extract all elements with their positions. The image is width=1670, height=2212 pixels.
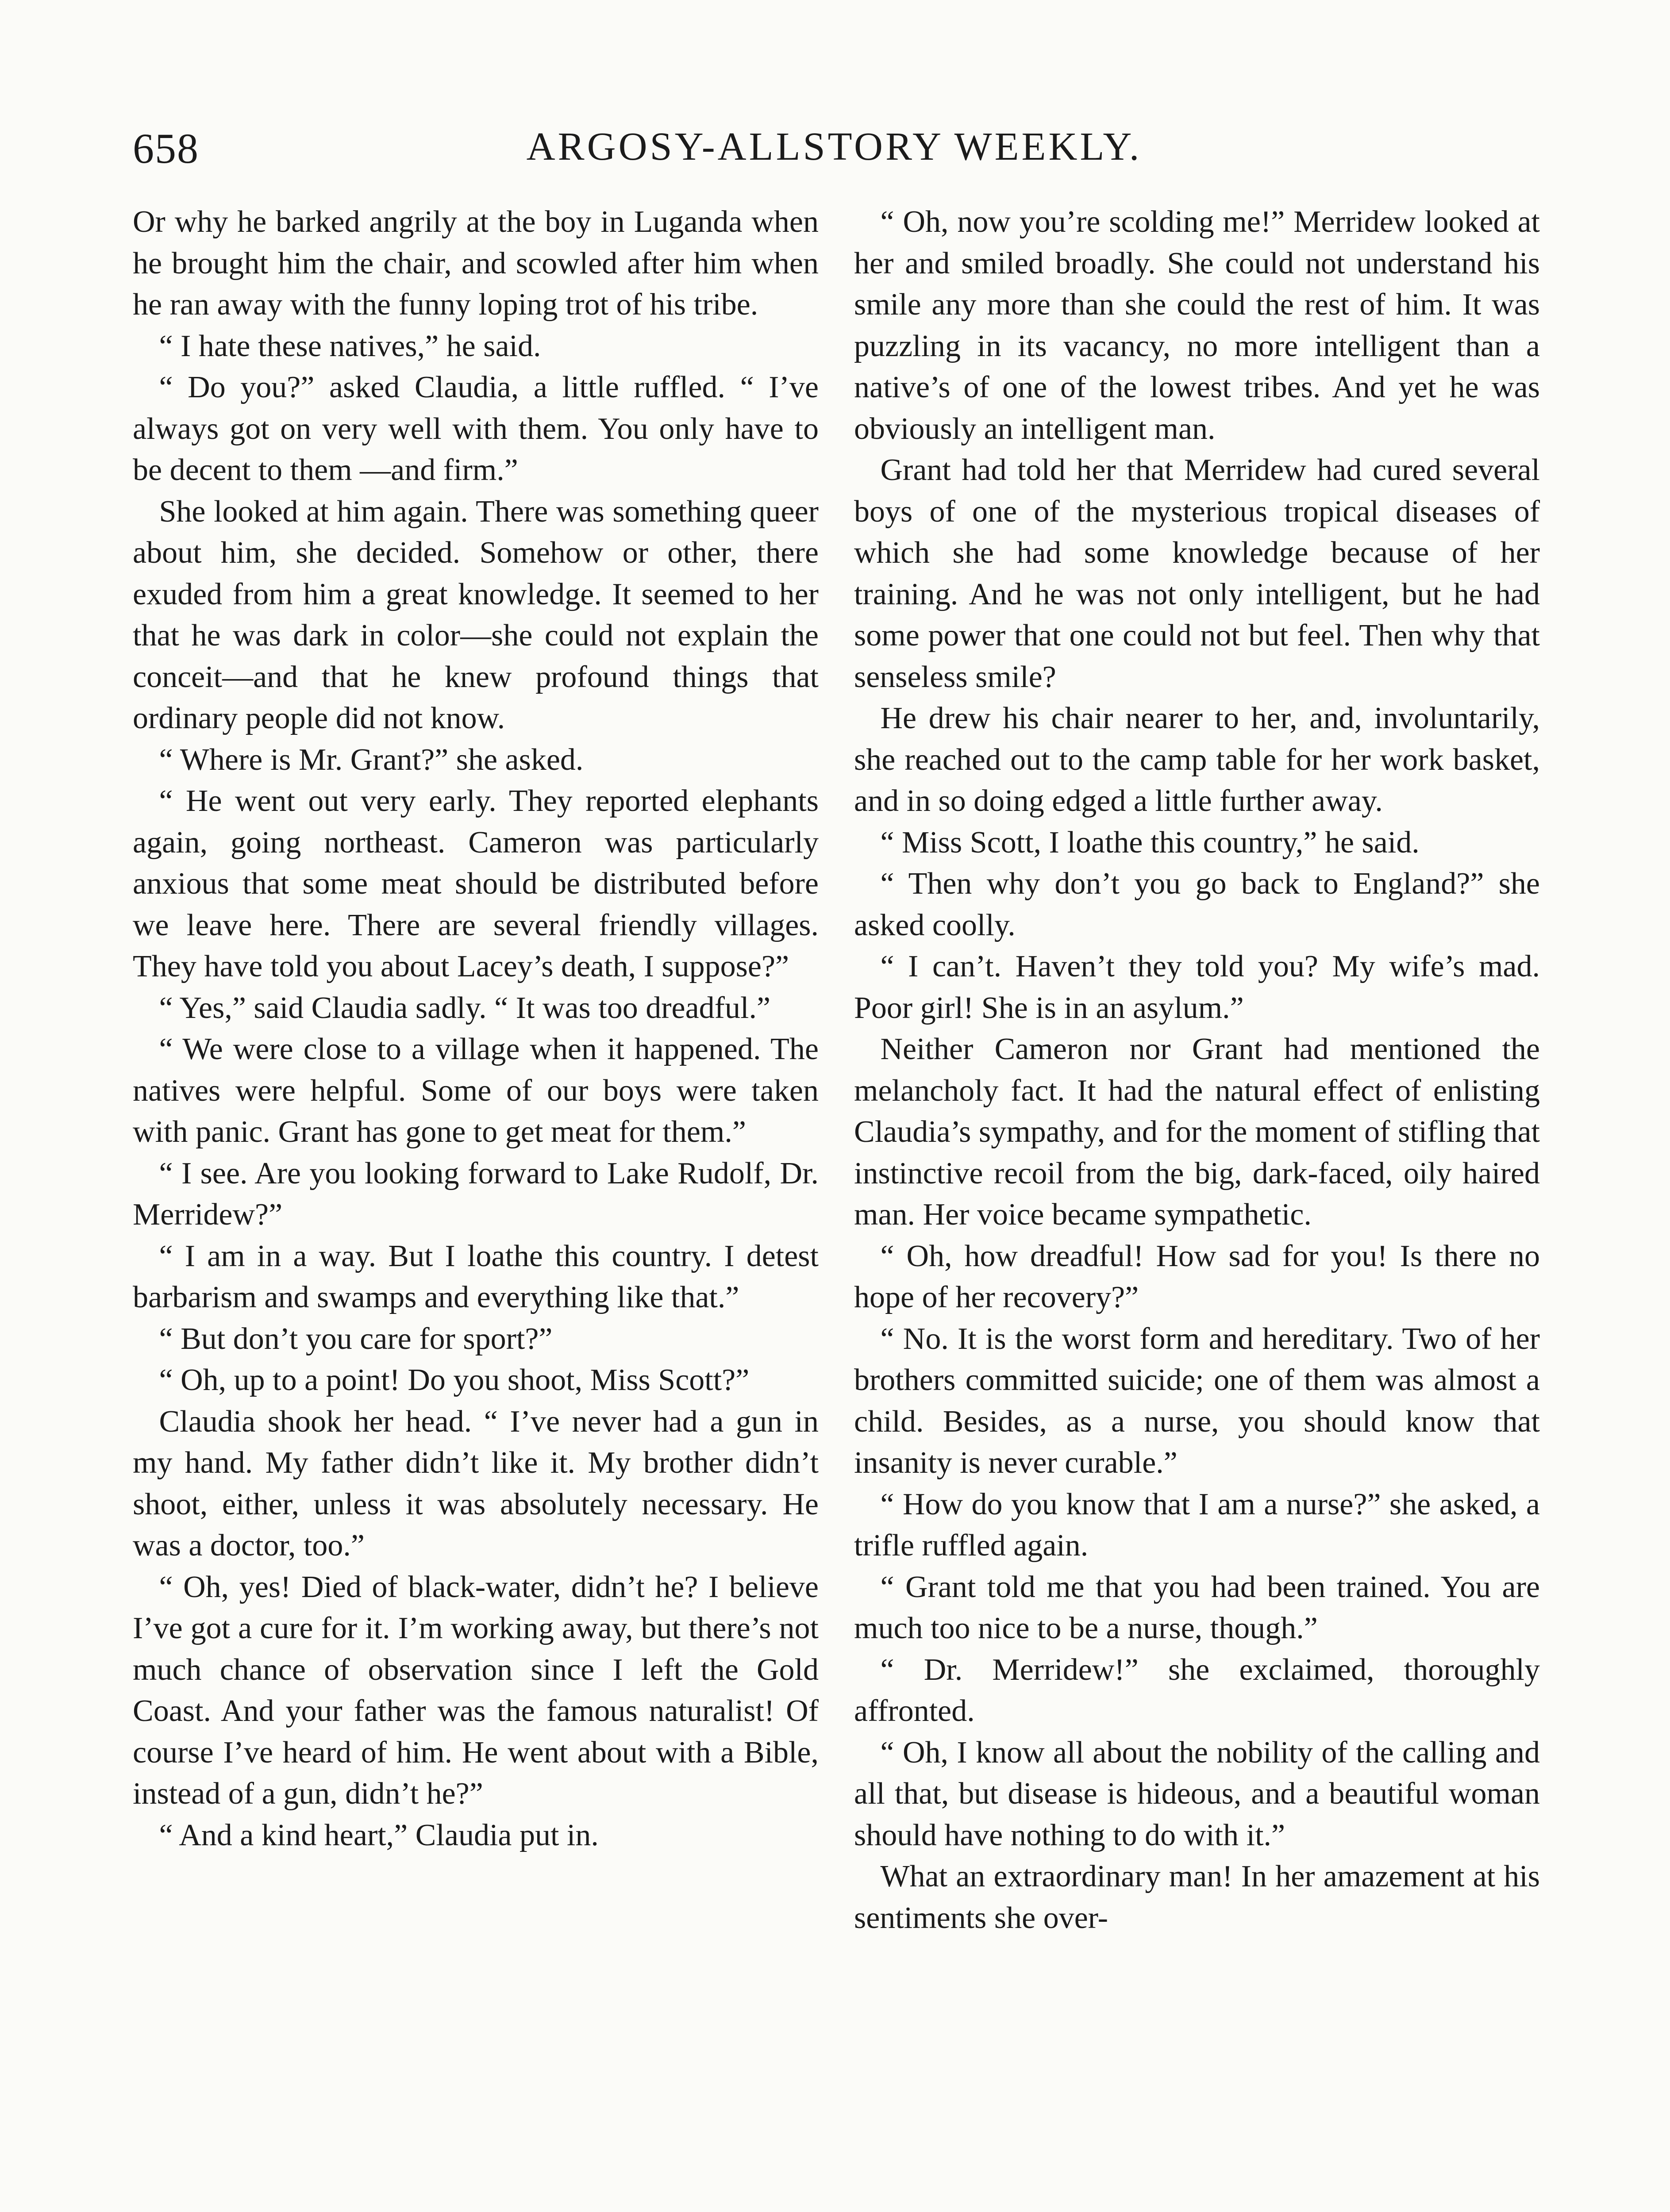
paragraph: He drew his chair nearer to her, and, involuntarily, she reached out to the camp table for her work basket, and in so doing edged a little further away. — [854, 701, 1540, 818]
page-number: 658 — [133, 125, 199, 172]
paragraph: Claudia shook her head. “ I’ve never had a gun in my hand. My father didn’t like it. My brother didn’t shoot, either, unless it was absolutely necessary. He was a doctor, too.” — [133, 1404, 819, 1563]
paragraph: Or why he barked angrily at the boy in Luganda when he brought him the chair, and scowled after him when he ran away with the funny loping trot of his tribe. — [133, 205, 819, 322]
paragraph: “ Oh, how dreadful! How sad for you! Is there no hope of her recovery?” — [854, 1239, 1540, 1314]
paragraph: “ Dr. Merridew!” she exclaimed, thoroughly affronted. — [854, 1652, 1540, 1728]
paragraph: She looked at him again. There was something queer about him, she decided. Somehow or other, there exuded from him a great knowledge. It seemed to her that he was dark in color—she could not explain the conceit—and that he knew profound things that ordinary people did not know. — [133, 494, 819, 735]
running-title: ARGOSY-ALLSTORY WEEKLY. — [526, 125, 1142, 169]
paragraph: “ Miss Scott, I loathe this country,” he said. — [880, 825, 1420, 860]
paragraph: “ I can’t. Haven’t they told you? My wife’s mad. Poor girl! She is in an asylum.” — [854, 949, 1540, 1025]
page-header — [133, 124, 1535, 181]
paragraph: “ I hate these natives,” he said. — [159, 329, 541, 363]
paragraph: “ Oh, up to a point! Do you shoot, Miss Scott?” — [159, 1363, 750, 1397]
paragraph: “ Grant told me that you had been trained. You are much too nice to be a nurse, though.” — [854, 1570, 1540, 1645]
paragraph: “ Then why don’t you go back to England?” she asked coolly. — [854, 867, 1540, 942]
paragraph: Neither Cameron nor Grant had mentioned the melancholy fact. It had the natural effect of enlisting Claudia’s sympathy, and for the moment of stifling that instinctive recoil from the big, dark-faced, oily haired man. Her voice became sympathetic. — [854, 1032, 1540, 1232]
paragraph: “ Oh, I know all about the nobility of the calling and all that, but disease is hideous, and a beautiful woman should have nothing to do with it.” — [854, 1735, 1540, 1852]
left-column — [133, 201, 819, 1856]
paragraph: “ But don’t you care for sport?” — [159, 1321, 553, 1356]
paragraph: “ Oh, now you’re scolding me!” Merridew looked at her and smiled broadly. She could not understand his smile any more than she could the rest of him. It was puzzling in its vacancy, no more intelligent than a native’s of one of the lowest tribes. And yet he was obviously an intelligent man. — [854, 205, 1540, 446]
paragraph: “ He went out very early. They reported elephants again, going northeast. Cameron was particularly anxious that some meat should be distributed before we leave here. There are several friendly villages. They have told you about Lacey’s death, I suppose?” — [133, 784, 819, 983]
paragraph: “ Yes,” said Claudia sadly. “ It was too dreadful.” — [159, 991, 771, 1025]
paragraph: Grant had told her that Merridew had cured several boys of one of the mysterious tropical diseases of which she had some knowledge because of her training. And he was not only intelligent, but he had some power that one could not but feel. Then why that senseless smile? — [854, 453, 1540, 694]
paragraph: “ Do you?” asked Claudia, a little ruffled. “ I’ve always got on very well with them. You only have to be decent to them —and firm.” — [133, 370, 819, 487]
paragraph: What an extraordinary man! In her amazement at his sentiments she over- — [854, 1859, 1540, 1935]
paragraph: “ How do you know that I am a nurse?” she asked, a trifle ruffled again. — [854, 1487, 1540, 1563]
paragraph: “ Where is Mr. Grant?” she asked. — [159, 742, 584, 777]
paragraph: “ I see. Are you looking forward to Lake Rudolf, Dr. Merridew?” — [133, 1156, 819, 1232]
paragraph: “ Oh, yes! Died of black-water, didn’t he? I believe I’ve got a cure for it. I’m working away, but there’s not much chance of observation since I left the Gold Coast. And your father was the famous naturalist! Of course I’ve heard of him. He went about with a Bible, instead of a gun, didn’t he?” — [133, 1570, 819, 1811]
paragraph: “ We were close to a village when it happened. The natives were helpful. Some of our boys were taken with panic. Grant has gone to get meat for them.” — [133, 1032, 819, 1149]
paragraph: “ No. It is the worst form and hereditary. Two of her brothers committed suicide; one of them was almost a child. Besides, as a nurse, you should know that insanity is never curable.” — [854, 1321, 1540, 1480]
paragraph: “ And a kind heart,” Claudia put in. — [159, 1818, 599, 1852]
right-column — [854, 201, 1540, 1939]
paragraph: “ I am in a way. But I loathe this country. I detest barbarism and swamps and everything like that.” — [133, 1239, 819, 1314]
